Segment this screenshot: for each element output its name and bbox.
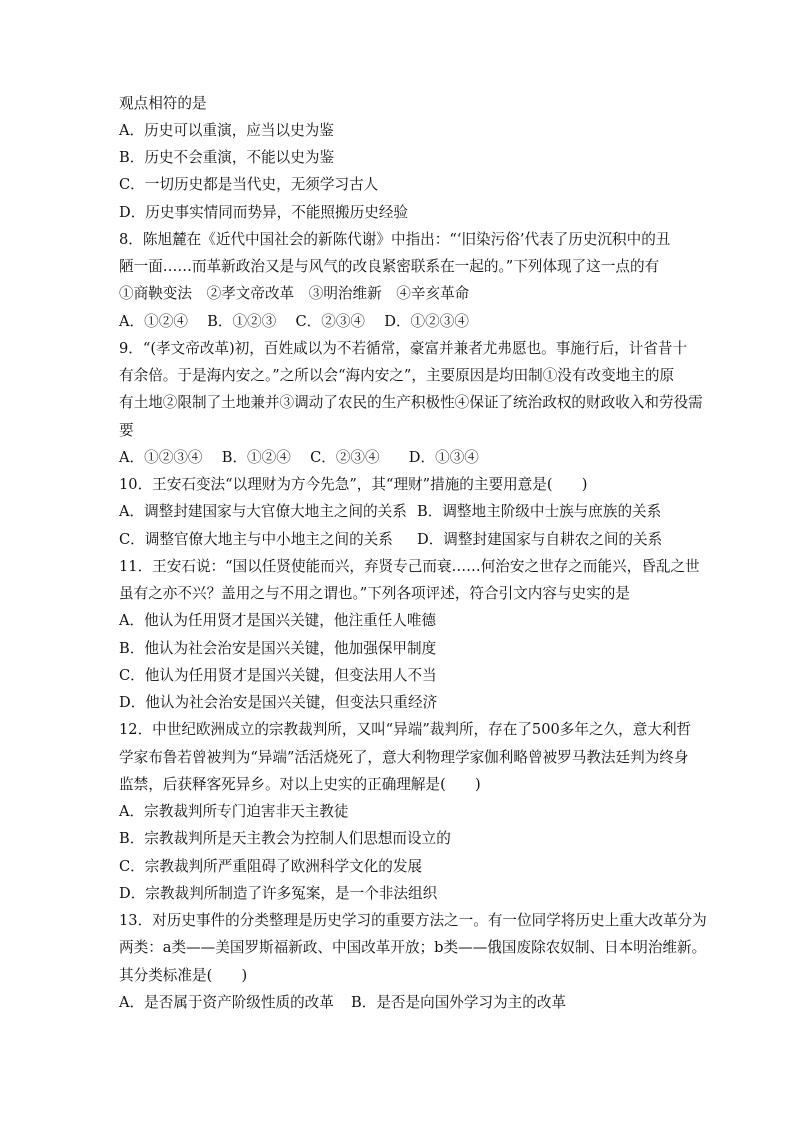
q8-stem-line-2: 陋一面……而革新政治又是与风气的改良紧密联系在一起的。”下列体现了这一点的有 [119, 258, 660, 275]
q12-option-b: B．宗教裁判所是天主教会为控制人们思想而设立的 [119, 830, 451, 847]
q10-options-ab [119, 502, 679, 522]
q11-option-d: D．他认为社会治安是国兴关键，但变法只重经济 [119, 694, 438, 711]
q11-stem-line-1: 11．王安石说：“国以任贤使能而兴，弃贤专己而衰……何治安之世存之而能兴，昏乱之世 [119, 558, 700, 575]
q13-option-a: A．是否属于资产阶级性质的改革 [119, 994, 334, 1011]
q9-stem-line-4: 要 [119, 422, 134, 439]
q8-options: A．①②④ B．①②③ C．②③④ D．①②③④ [119, 313, 469, 330]
q13-stem-line-2: 两类：a类——美国罗斯福新政、中国改革开放；b类——俄国废除农奴制、日本明治维新。 [119, 939, 707, 956]
q10-stem: 10．王安石变法“以理财为方今先急”，其“理财”措施的主要用意是( ) [119, 476, 588, 493]
q11-stem-line-2: 虽有之亦不兴？盖用之与不用之谓也。”下列各项评述，符合引文内容与史实的是 [119, 585, 630, 602]
q13-option-b: B．是否是向国外学习为主的改革 [351, 994, 567, 1011]
q8-items: ①商鞅变法 ②孝文帝改革 ③明治维新 ④辛亥革命 [119, 285, 470, 302]
q12-stem-line-2: 学家布鲁若曾被判为“异端”活活烧死了，意大利物理学家伽利略曾被罗马教法廷判为终身 [119, 749, 689, 766]
q9-stem-line-3: 有土地②限制了土地兼并③调动了农民的生产积极性④保证了统治政权的财政收入和劳役需 [119, 394, 703, 411]
q12-option-c: C．宗教裁判所严重阻碍了欧洲科学文化的发展 [119, 858, 423, 875]
q7-option-b: B．历史不会重演，不能以史为鉴 [119, 149, 335, 166]
q13-stem-line-1: 13．对历史事件的分类整理是历史学习的重要方法之一。有一位同学将历史上重大改革分为 [119, 912, 707, 929]
q8-stem-line-1: 8．陈旭麓在《近代中国社会的新陈代谢》中指出：“‘旧染污俗’代表了历史沉积中的丑 [119, 231, 671, 248]
q12-stem-line-3: 监禁，后获释客死异乡。对以上史实的正确理解是( ) [119, 776, 481, 793]
q12-stem-line-1: 12．中世纪欧洲成立的宗教裁判所，又叫“异端”裁判所，存在了500多年之久，意大利哲 [119, 721, 692, 738]
q13-options-ab [119, 993, 679, 1013]
q12-option-d: D．宗教裁判所制造了许多冤案，是一个非法组织 [119, 885, 438, 902]
q9-stem-line-2: 有余倍。于是海内安之。”之所以会“海内安之”，主要原因是均田制①没有改变地主的原 [119, 367, 675, 384]
question-7-stem-end: 观点相符的是 [119, 95, 207, 112]
q7-option-a: A．历史可以重演，应当以史为鉴 [119, 122, 334, 139]
q11-option-c: C．他认为任用贤才是国兴关键，但变法用人不当 [119, 667, 437, 684]
q10-option-c: C．调整官僚大地主与中小地主之间的关系 [119, 531, 393, 548]
q10-option-d: D．调整封建国家与自耕农之间的关系 [417, 531, 663, 548]
q12-option-a: A．宗教裁判所专门迫害非天主教徒 [119, 803, 349, 820]
q13-stem-line-3: 其分类标准是( ) [119, 967, 248, 984]
q10-options-cd [119, 530, 679, 550]
q10-option-a: A．调整封建国家与大官僚大地主之间的关系 [119, 503, 407, 520]
q7-option-d: D．历史事实情同而势异，不能照搬历史经验 [119, 204, 408, 221]
q11-option-b: B．他认为社会治安是国兴关键，他加强保甲制度 [119, 640, 437, 657]
q9-options: A．①②③④ B．①②④ C．②③④ D．①③④ [119, 449, 479, 466]
q10-option-b: B．调整地主阶级中士族与庶族的关系 [417, 503, 662, 520]
q9-stem-line-1: 9．“(孝文帝改革)初，百姓咸以为不若循常，豪富并兼者尤弗愿也。事施行后，计省昔十 [119, 340, 688, 357]
q11-option-a: A．他认为任用贤才是国兴关键，他注重任人唯德 [119, 612, 437, 629]
q7-option-c: C．一切历史都是当代史，无须学习古人 [119, 176, 379, 193]
